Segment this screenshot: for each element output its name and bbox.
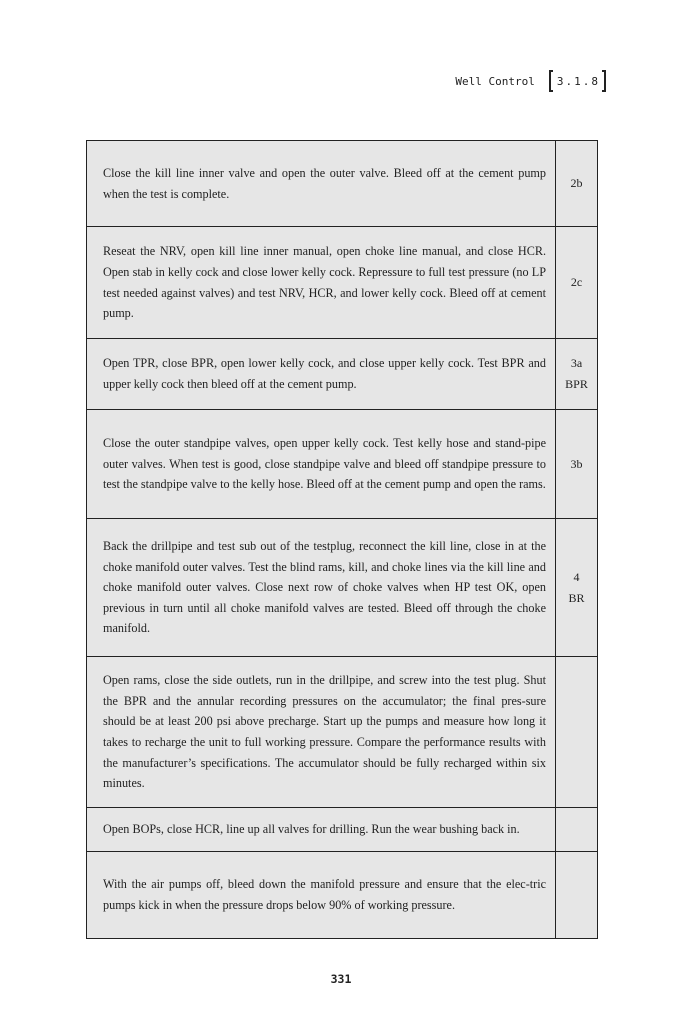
section-number-bracket [549,70,606,92]
procedure-step-text: Back the drillpipe and test sub out of the testplug, reconnect the kill line, close in at the choke manifold outer valves. Test the blind rams, kill, and choke lines via the kill line and choke manifold outer valves. Close next row of choke valves when HP test OK, open previous in turn until all choke manifold valves are tested. Bleed off through the choke manifold. [103,539,546,636]
section-number: 3.1.8 [556,74,600,88]
table-row [87,656,597,807]
step-equipment: BPR [565,377,588,391]
procedure-step-text: Open TPR, close BPR, open lower kelly cock, and close upper kelly cock. Test BPR and upper kelly cock then bleed off at the cement pump. [103,356,546,391]
procedure-step-text: Open BOPs, close HCR, line up all valves for drilling. Run the wear bushing back in. [103,822,520,837]
step-code: 3a [570,356,583,371]
procedure-step-text: Reseat the NRV, open kill line inner manual, open choke line manual, and close HCR. Open stab in kelly cock and close lower kelly cock. Repressure to full test pressure (no LP test needed against valves) and test NRV, HCR, and lower kelly cock. Bleed off at cement pump. [103,244,546,321]
table-row [87,409,597,518]
table-row [87,851,597,938]
page-number: 331 [330,972,352,986]
left-bracket-icon [549,70,553,92]
step-code: 3b [570,456,583,471]
step-reference-cell [555,852,597,938]
step-reference-cell [555,339,597,409]
step-reference-cell [555,657,597,807]
table-row [87,338,597,409]
step-reference-cell [555,519,597,656]
step-reference-cell [555,808,597,851]
procedure-table [86,140,598,939]
section-title: Well Control [455,74,535,88]
step-reference-cell [555,227,597,338]
table-row [87,226,597,338]
procedure-step-text: Close the outer standpipe valves, open upper kelly cock. Test kelly hose and stand-pipe outer valves. When test is good, close standpipe valve and bleed off standpipe pressure to test the standpipe valve to the kelly hose. Bleed off at the cement pump and open the rams. [103,436,546,492]
step-reference-cell [555,410,597,518]
step-reference-cell [555,141,597,226]
procedure-step-text: With the air pumps off, bleed down the manifold pressure and ensure that the elec-tric pumps kick in when the pressure drops below 90% of working pressure. [103,877,546,912]
step-equipment: BR [568,590,585,605]
step-code: 2c [570,275,583,290]
table-row [87,518,597,656]
procedure-step-text: Open rams, close the side outlets, run in the drillpipe, and screw into the test plug. Shut the BPR and the annular recording pressures on the accumulator; the final pres-sure should be at least 200 psi above precharge. Start up the pumps and measure how long it takes to recharge the unit to full working pressure. Compare the performance results with the manufacturer’s specifications. The accumulator should be fully recharged within six minutes. [103,673,546,791]
right-bracket-icon [602,70,606,92]
table-row [87,141,597,226]
step-code: 2b [570,176,583,191]
running-head [455,70,606,92]
step-code: 4 [573,569,580,584]
table-row [87,807,597,851]
procedure-step-text: Close the kill line inner valve and open the outer valve. Bleed off at the cement pump when the test is complete. [103,165,546,201]
